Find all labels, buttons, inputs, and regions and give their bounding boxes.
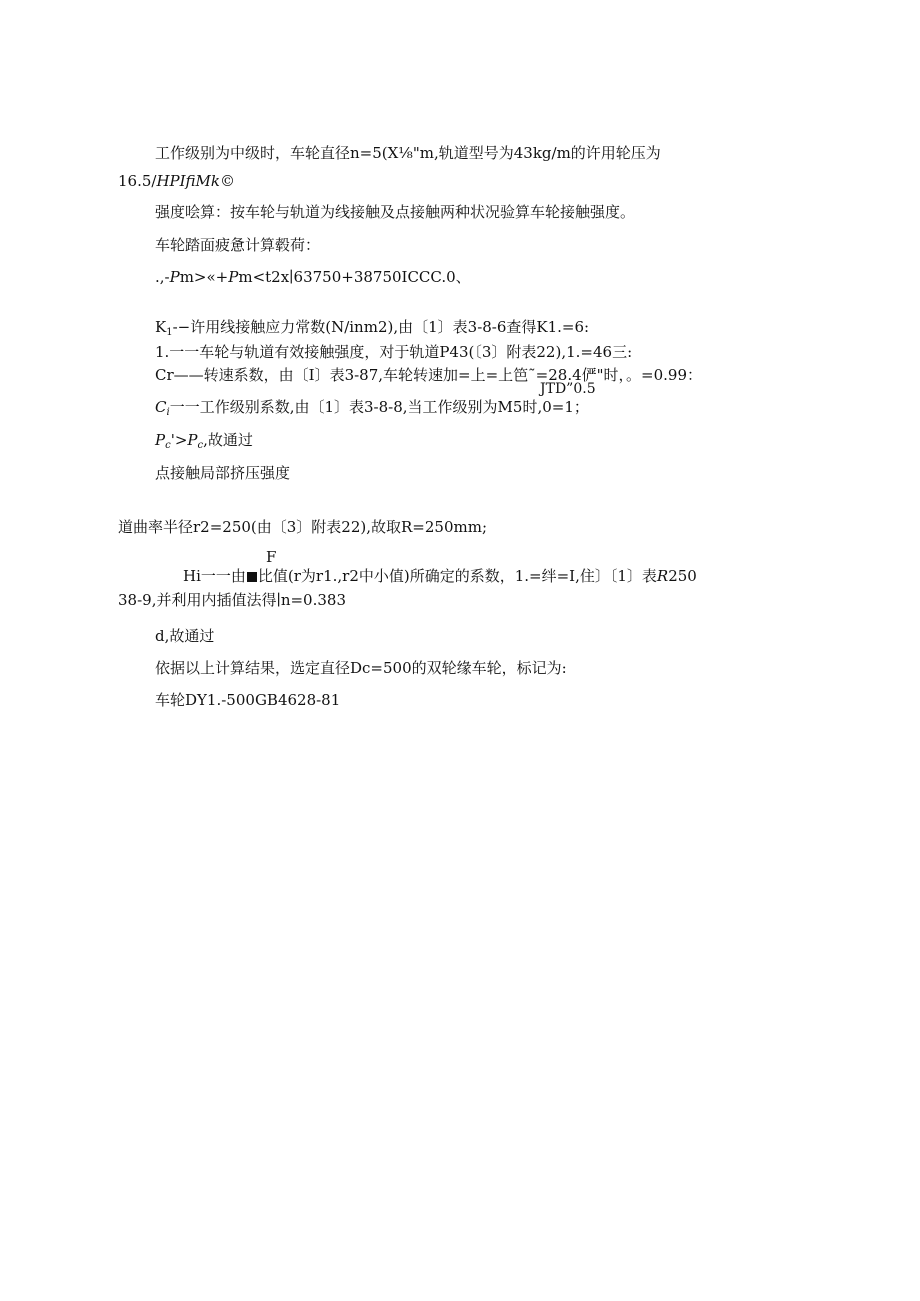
text-line-interpolation: 38-9,并利用内插值法得∣n=0.383 <box>118 591 347 609</box>
text-line-allowable-load: 工作级别为中级时，车轮直径n=5(X⅛"m,轨道型号为43kg∕m的许用轮压为 <box>155 144 661 162</box>
text-fraction-f: F <box>266 548 277 566</box>
text-line-curvature-radius: 道曲率半径r2=250(由〔3〕附表22),故取R=250mm; <box>118 518 488 536</box>
text-line-k1: $K_1--$许用线接触应力常数(N∕inm2),由〔1〕表3-8-6查得K1.=6: <box>155 318 590 338</box>
text-speed-denominator: JTD”0.5 <box>540 381 596 397</box>
text-line-coefficient-n: Hi一一由 比值(r为r1.,r2中小值)所确定的系数，1.=绊=I,住〕〔1〕表R250 <box>183 567 697 585</box>
text-line-pass-2: d,故通过 <box>155 627 215 645</box>
text-line-wheel-marking: 车轮DY1.-500GB4628-81 <box>155 691 341 709</box>
text-line-contact-length: 1.一一车轮与轨道有效接触强度，对于轨道P43(〔3〕附表22),1.=46三: <box>155 343 633 361</box>
load-value-garbled: HPIfiMk© <box>156 172 236 190</box>
text-line-load-value <box>118 172 235 190</box>
text-line-pass-1: $P_c'>P_c$,故通过 <box>155 431 253 451</box>
formula-fatigue-load: .,-Pm>«+Pm<t2x∣63750+38750ICCC.0、 <box>155 268 471 286</box>
load-value-number: 16.5/ <box>118 172 157 190</box>
text-line-strength-check: 强度哙算：按车轮与轨道为线接触及点接触两种状况验算车轮接触强度。 <box>155 203 636 221</box>
text-line-conclusion: 依据以上计算结果，选定直径Dc=500的双轮缘车轮，标记为: <box>155 659 567 677</box>
text-line-point-contact: 点接触局部挤压强度 <box>155 464 291 482</box>
text-line-fatigue-load: 车轮踏面疲惫计算毂荷： <box>155 236 321 254</box>
text-line-work-class: $C_i$一一工作级别系数,由〔1〕表3-8-8,当工作级别为M5时,0=1； <box>155 398 589 418</box>
black-square-icon <box>247 572 257 582</box>
text-line-speed-coefficient: Cr——转速系数，由〔I〕表3-87,车轮转速加=上=上笆˜=28.4俨"时，。=0.99： <box>155 366 703 384</box>
